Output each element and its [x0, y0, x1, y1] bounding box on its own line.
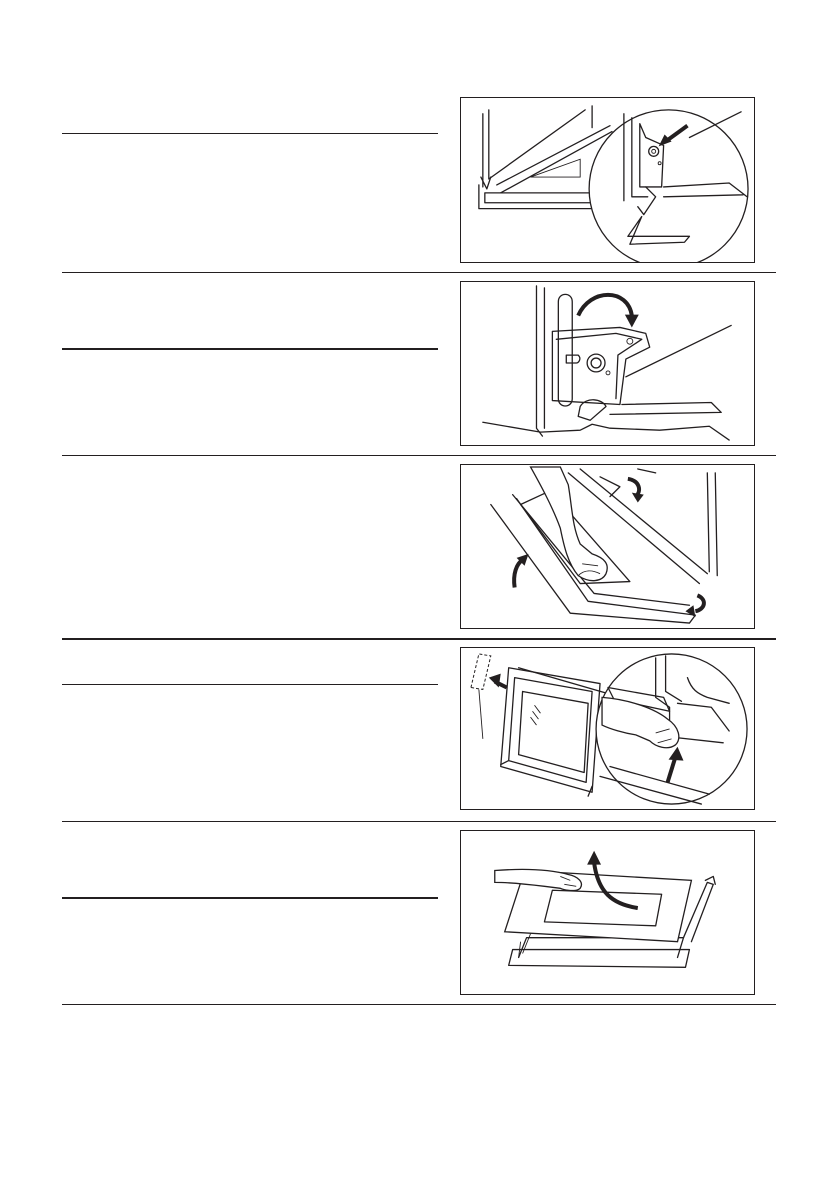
- step1-top-rule: [62, 133, 438, 134]
- step2-sub-rule: [62, 348, 438, 350]
- figure-remove-glass-panel: [460, 830, 755, 995]
- figure-rotate-hinge-lever: [460, 281, 755, 446]
- section-divider-1: [62, 272, 776, 273]
- section-divider-2: [62, 455, 776, 456]
- figure-remove-hinge-lever: [460, 97, 755, 263]
- figure-release-door-cover: [460, 647, 755, 810]
- section-divider-3: [62, 638, 776, 640]
- figure-lift-door: [460, 464, 755, 629]
- step5-sub-rule: [62, 897, 438, 899]
- section-divider-4: [62, 821, 776, 822]
- step4-sub-rule: [62, 684, 438, 685]
- section-divider-5: [62, 1004, 776, 1005]
